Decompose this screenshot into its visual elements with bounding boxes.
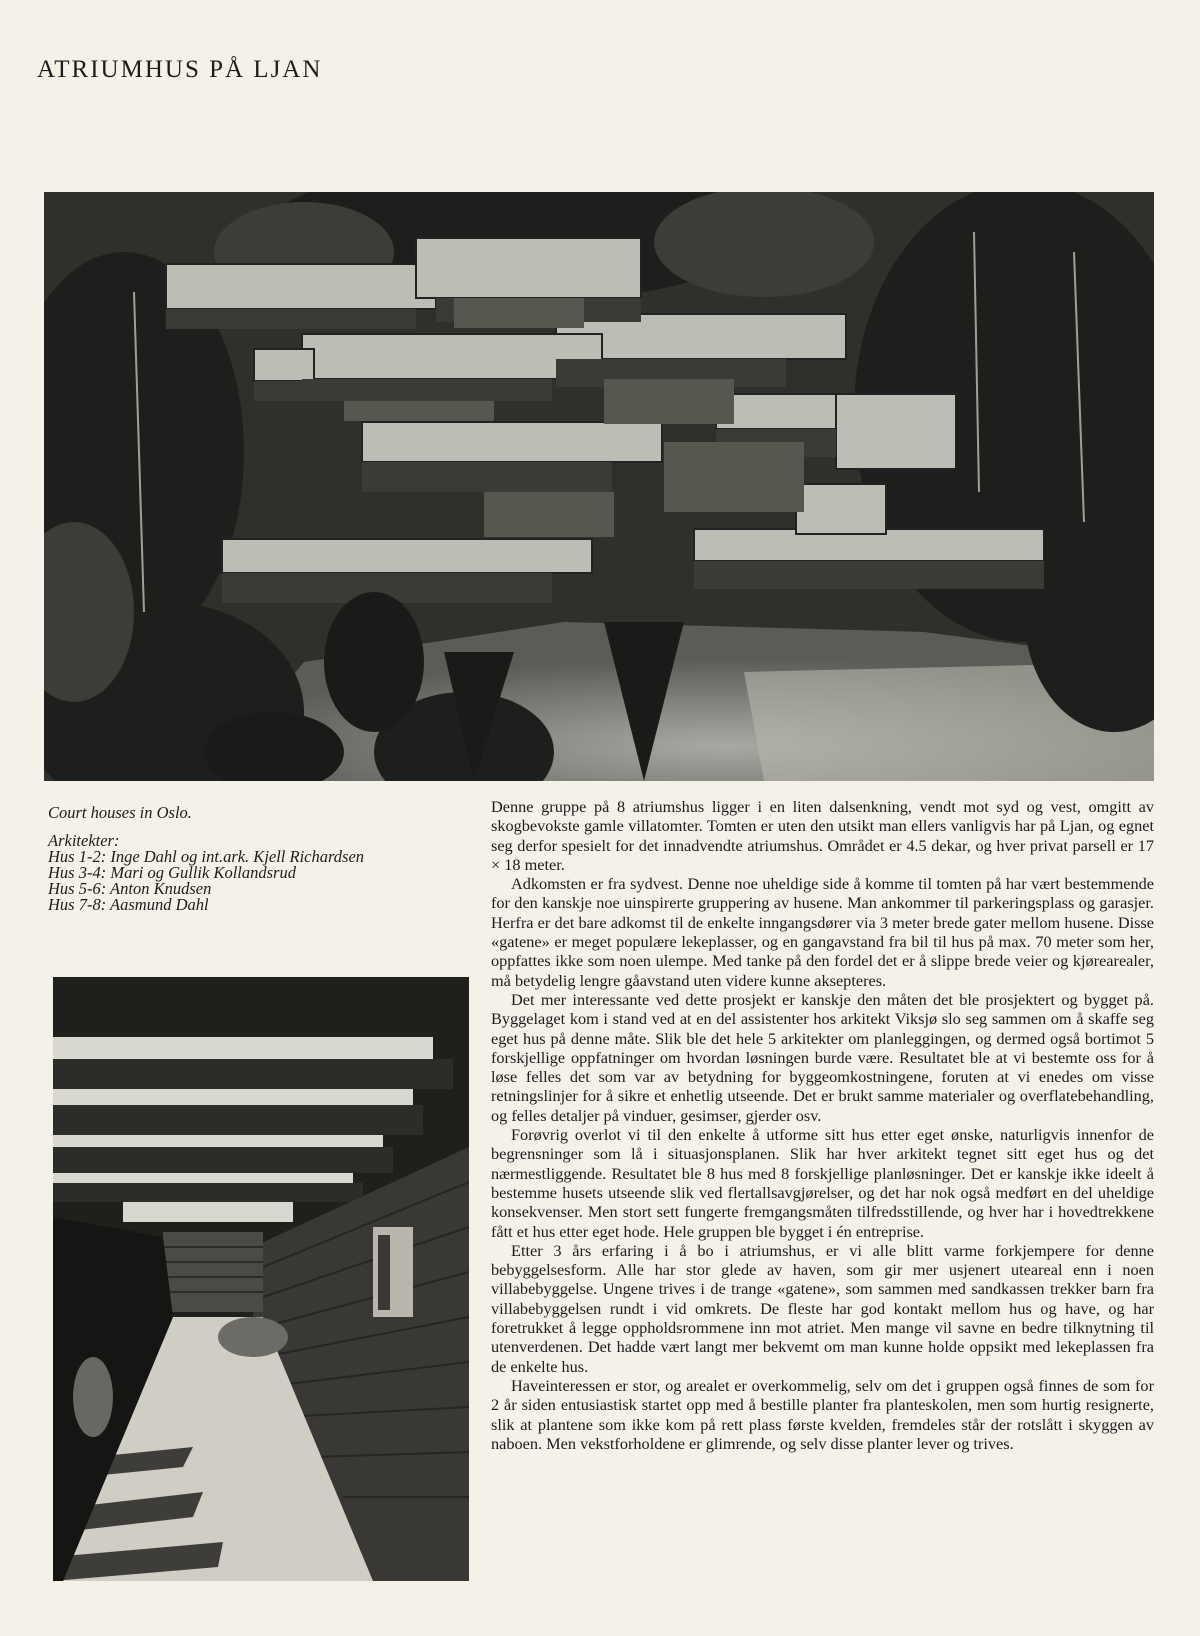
article-body [491,797,1154,1453]
caption-line: Hus 3-4: Mari og Gullik Kollandsrud [48,863,296,882]
passage-photo-graphic [53,977,469,1581]
caption-line: Hus 5-6: Anton Knudsen [48,879,212,898]
aerial-photo [44,192,1154,781]
aerial-photo-graphic [44,192,1154,781]
caption-title: Court houses in Oslo. [48,803,192,822]
photo-caption [48,805,458,913]
caption-line: Hus 1-2: Inge Dahl og int.ark. Kjell Richardsen [48,847,365,866]
page-title: ATRIUMHUS PÅ LJAN [37,56,323,83]
article-paragraph: Denne gruppe på 8 atriumshus ligger i en liten dalsenkning, vendt mot syd og vest, omgitt av skogbevokste gamle villatomter. Tomten er uten den utsikt man ellers vanligvis har på Ljan, og egnet seg derfor spesielt for det innadvendte atriumshus. Området er 4.5 dekar, og hver privat parsell er 17 × 18 meter. [491,797,1154,874]
article-paragraph: Det mer interessante ved dette prosjekt er kanskje den måten det ble prosjektert og bygget på. Byggelaget kom i stand ved at en del assistenter hos arkitekt Viksjø slo seg sammen om å skaffe seg eget hus på denne måte. Slik ble det hele 5 arkitekter om planleggingen, og dermed også bortimot 5 forskjellige oppfatninger om hvordan løsningen burde være. Resultatet ble at vi bestemte oss for å løse felles det som var av betydning for byggeomkostningene, foruten at vi enedes om visse retningslinjer for å sikre et enhetlig utseende. Det er brukt samme materialer og overflatebehandling, og felles detaljer på vinduer, gesimser, gjerder osv. [491,989,1154,1125]
article-paragraph: Adkomsten er fra sydvest. Denne noe uheldige side å komme til tomten på har vært bestemmende for den kanskje noe uinspirerte gruppering av husene. Man ankommer til parkeringsplass og garasjer. Herfra er det bare adkomst til de enkelte inngangsdører via 3 meter brede gater mellom husene. Disse «gatene» er meget populære lekeplasser, og en gangavstand fra bil til hus på max. 70 meter som her, oppfattes ikke som noen ulempe. Med tanke på den fordel det er å slippe brede veier og kjørearealer, må betydelig lengre gåavstand uten videre kunne aksepteres. [491,874,1154,990]
caption-line: Hus 7-8: Aasmund Dahl [48,895,209,914]
caption-architects-heading: Arkitekter: [48,831,120,850]
article-paragraph: Forøvrig overlot vi til den enkelte å utforme sitt hus etter eget ønske, naturligvis innenfor de begrensninger som lå i situasjonsplanen. Slik har hver arkitekt tegnet sitt eget hus og det nærmestliggende. Resultatet ble 8 hus med 8 forskjellige planløsninger. Det er kanskje ikke ideelt å bestemme husets utseende slik ved flertallsavgjørelser, og det har nok også medført en del uheldige konsekvenser. Men stort sett fungerte fremgangsmåten tilfredsstillende, og hver har i hovedtrekkene fått et hus etter eget hode. Hele gruppen ble bygget i én entreprise. [491,1125,1154,1241]
article-paragraph: Etter 3 års erfaring i å bo i atriumshus, er vi alle blitt varme forkjempere for denne bebyggelsesform. Alle har stor glede av haven, som gir mer usjenert uteareal enn i noen villabebyggelse. Ungene trives i de trange «gatene», som sammen med sandkassen trekker barn fra villabebyggelsen rundt i vid omkrets. De fleste har god kontakt mellom hus og have, og har foretrukket å legge oppholdsrommene inn mot atriet. Men mange vil savne en bedre tilknytning til utenverdenen. Det hadde vært langt mer bekvemt om man kunne holde oppsikt med lekeplassen fra de enkelte hus. [491,1240,1154,1376]
article-paragraph: Haveinteressen er stor, og arealet er overkommelig, selv om det i gruppen også finnes de som for 2 år siden entusiastisk startet opp med å bestille planter fra planteskolen, men som hurtig resignerte, slik at plantene som ikke kom på rett plass første kvelden, fremdeles står der rotslått i skyggen av naboen. Men vekstforholdene er glimrende, og selv disse planter lever og trives. [491,1375,1154,1453]
passage-photo [53,977,469,1581]
